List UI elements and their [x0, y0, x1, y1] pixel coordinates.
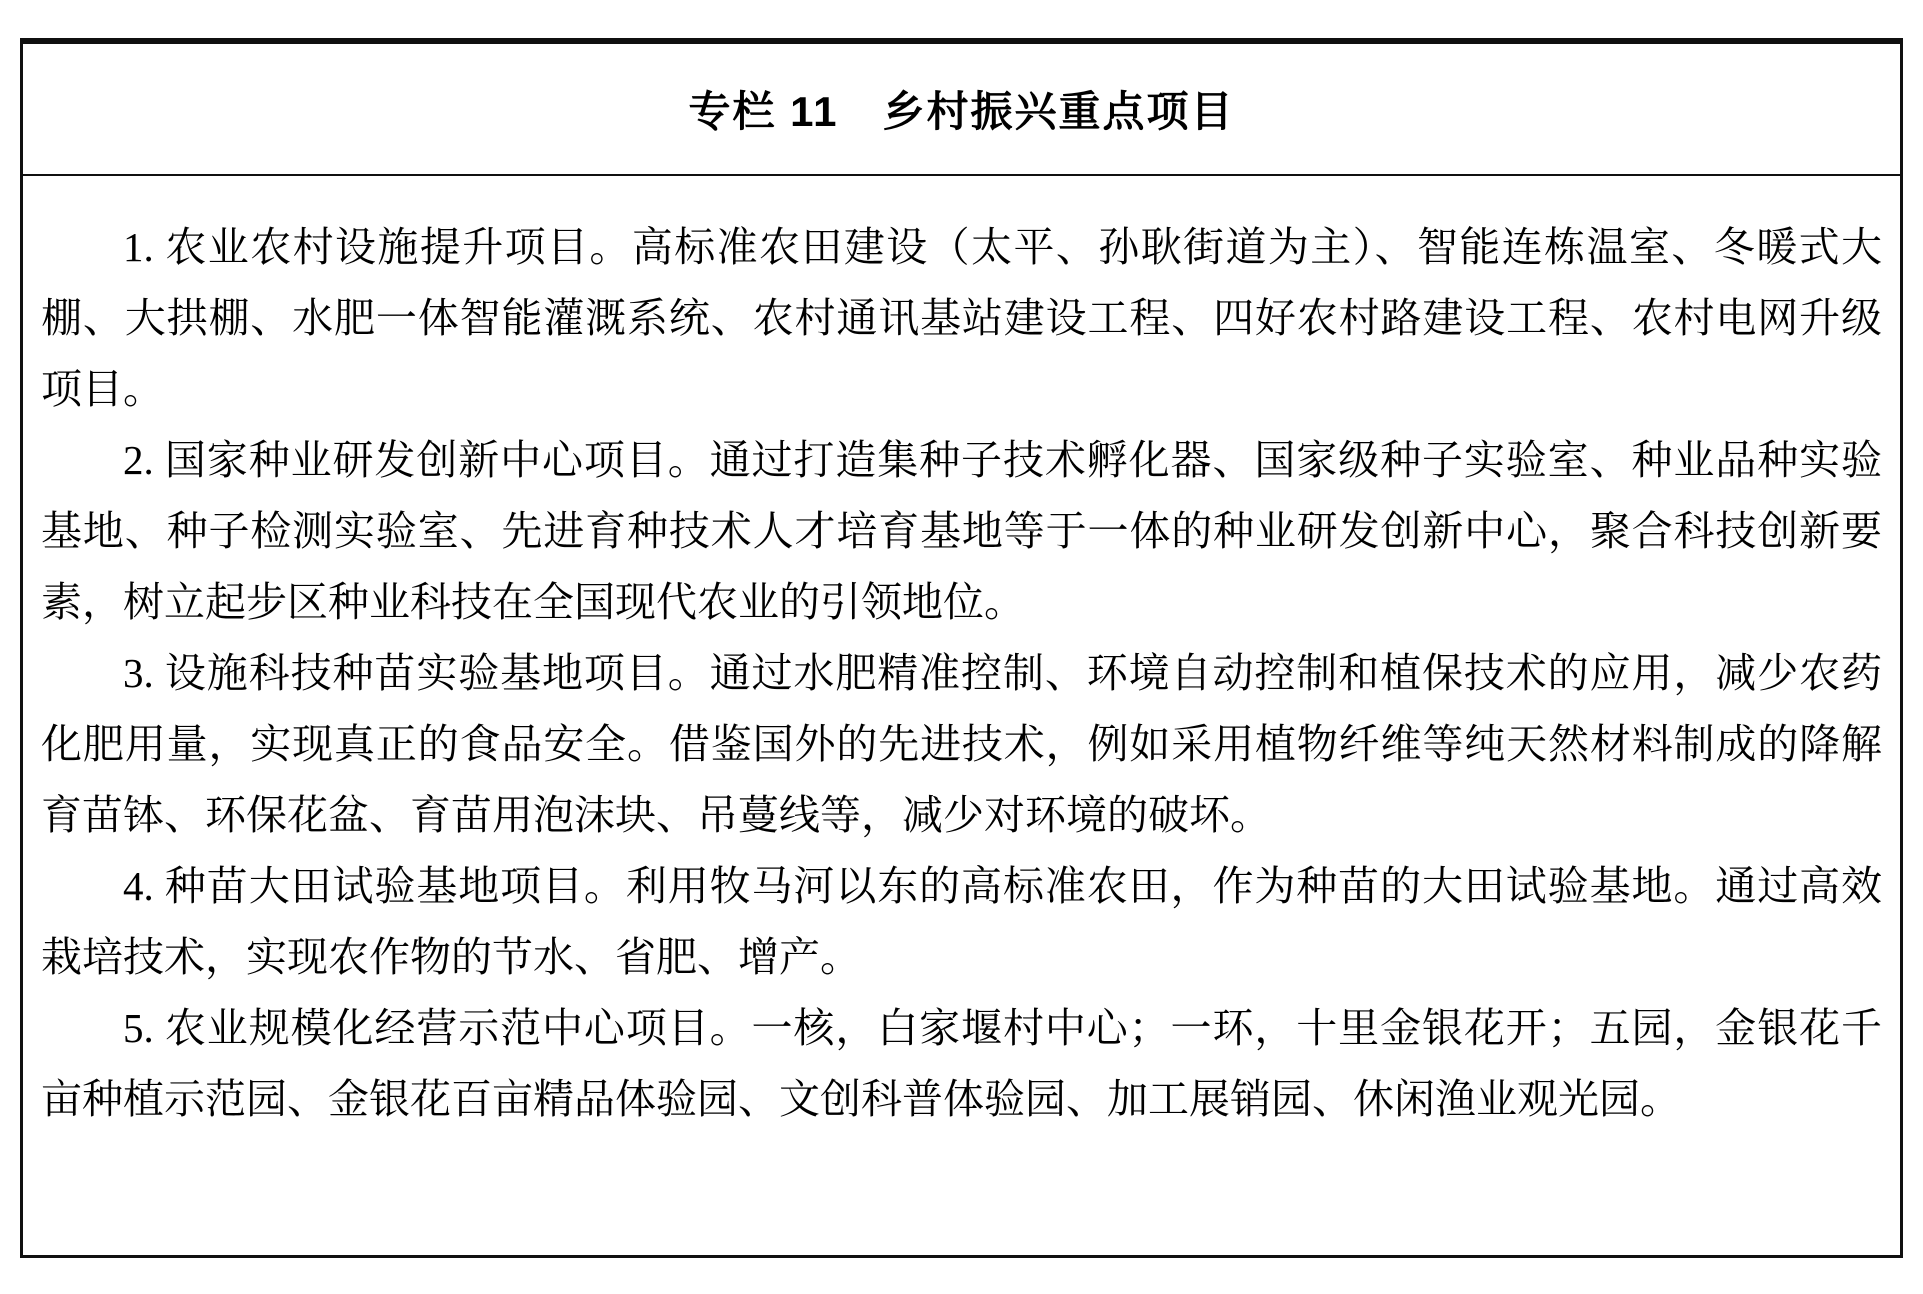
column-box: [20, 38, 1903, 1258]
paragraph-item-4: 4. 种苗大田试验基地项目。利用牧马河以东的高标准农田，作为种苗的大田试验基地。通过高效栽培技术，实现农作物的节水、省肥、增产。: [41, 863, 1882, 980]
paragraph-item-3: 3. 设施科技种苗实验基地项目。通过水肥精准控制、环境自动控制和植保技术的应用，减少农药化肥用量，实现真正的食品安全。借鉴国外的先进技术，例如采用植物纤维等纯天然材料制成的降解育苗钵、环保花盆、育苗用泡沫块、吊蔓线等，减少对环境的破坏。: [41, 650, 1882, 838]
paragraph-item-1: 1. 农业农村设施提升项目。高标准农田建设（太平、孙耿街道为主）、智能连栋温室、冬暖式大棚、大拱棚、水肥一体智能灌溉系统、农村通讯基站建设工程、四好农村路建设工程、农村电网升级项目。: [41, 224, 1882, 412]
paragraph-item-5: 5. 农业规模化经营示范中心项目。一核，白家堰村中心；一环，十里金银花开；五园，金银花千亩种植示范园、金银花百亩精品体验园、文创科普体验园、加工展销园、休闲渔业观光园。: [41, 1005, 1882, 1122]
column-box-header: [23, 44, 1900, 176]
paragraph-item-2: 2. 国家种业研发创新中心项目。通过打造集种子技术孵化器、国家级种子实验室、种业品种实验基地、种子检测实验室、先进育种技术人才培育基地等于一体的种业研发创新中心，聚合科技创新要素，树立起步区种业科技在全国现代农业的引领地位。: [41, 437, 1882, 625]
column-box-body: [23, 176, 1900, 1135]
page-title: 专栏 11 乡村振兴重点项目: [688, 88, 1235, 135]
